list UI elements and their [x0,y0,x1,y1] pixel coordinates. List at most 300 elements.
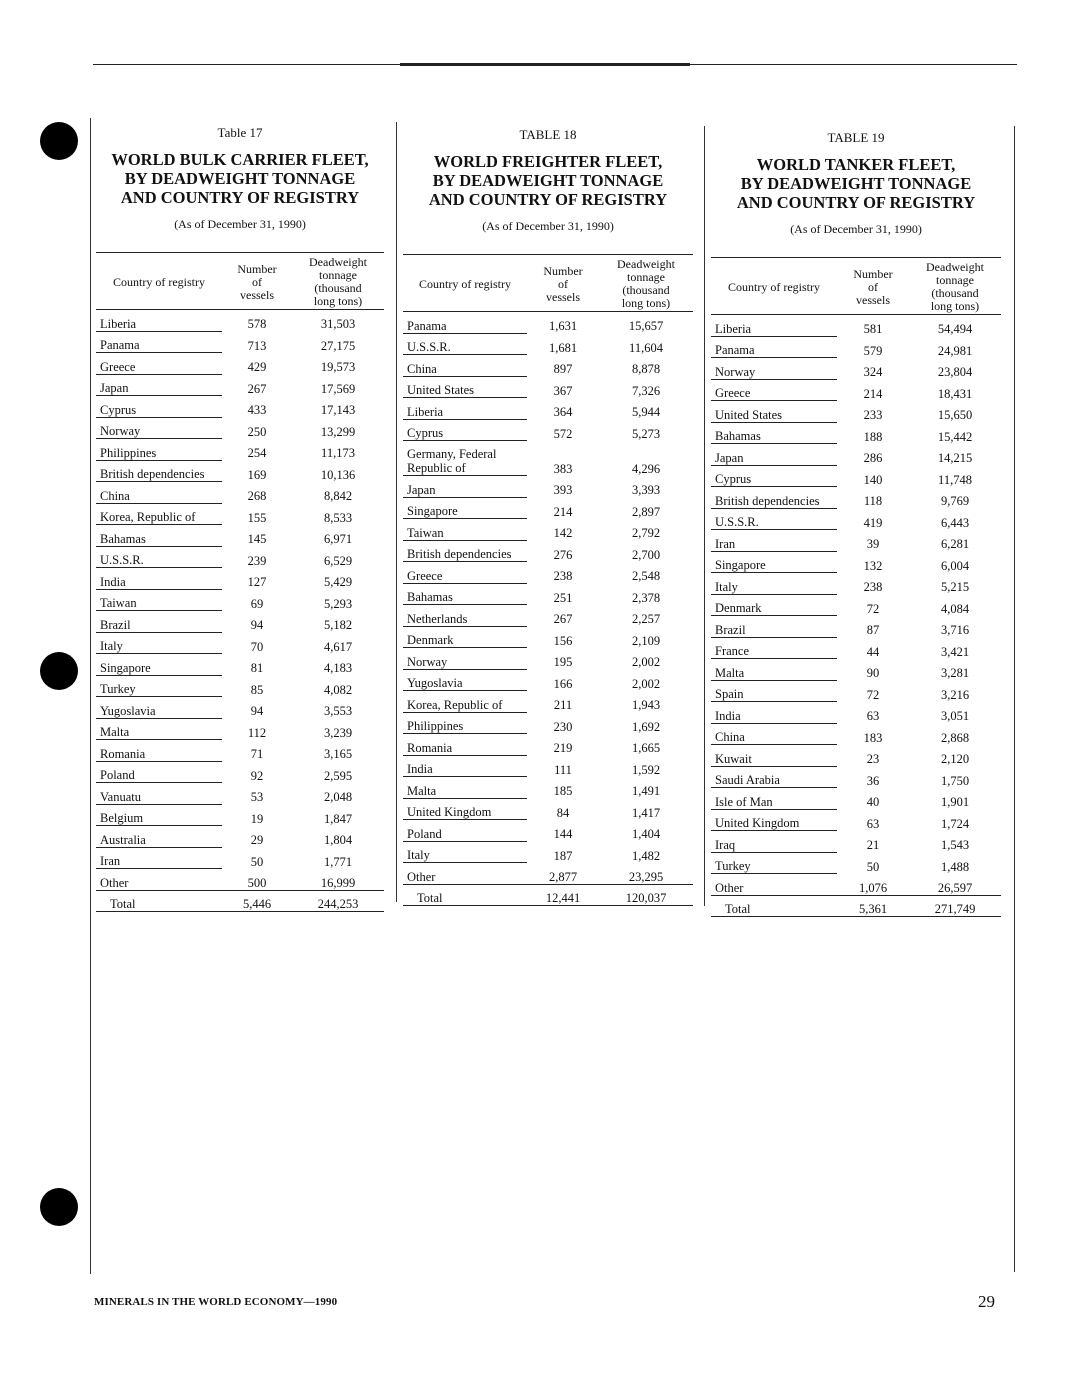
table-row [403,519,693,541]
header-tonnage: Deadweight tonnage (thousand long tons) [926,260,984,313]
table-row [96,611,384,633]
header-vessels: Number of vessels [853,266,893,307]
table-row [96,718,384,740]
country-cell: China [403,355,527,377]
vessels-cell: 219 [553,741,573,755]
country-cell: Poland [403,820,527,842]
table-row [711,336,1001,358]
vessels-cell: 169 [247,467,267,482]
tonnage-cell: 3,553 [323,704,353,718]
table-row [403,777,693,799]
country-cell: Norway [403,648,527,670]
vessels-cell: 211 [553,698,573,712]
vessels-cell: 419 [863,515,883,530]
country-cell: Iran [96,847,222,869]
table-row [96,331,384,353]
country-cell: U.S.S.R. [403,333,527,355]
tonnage-cell: 1,417 [631,805,661,820]
vessels-cell: 144 [553,827,573,841]
country-cell: Italy [96,632,222,654]
country-cell: France [711,637,837,659]
tonnage-cell: 1,901 [940,795,970,809]
table-row [96,826,384,848]
table-row [96,804,384,826]
country-cell: Malta [403,777,527,799]
country-cell: Taiwan [96,589,222,611]
tonnage-cell: 6,443 [940,515,970,530]
tonnage-cell: 1,771 [323,854,353,869]
vessels-cell: 63 [866,816,880,831]
country-cell: Korea, Republic of [96,503,222,525]
table-row [96,503,384,525]
tonnage-cell: 3,216 [940,687,970,702]
table-row [711,465,1001,487]
tonnage-cell: 6,529 [323,553,353,568]
vessels-cell: 132 [863,558,883,573]
tonnage-cell: 5,182 [323,618,353,632]
country-cell: Isle of Man [711,788,837,810]
table-row [403,755,693,777]
country-cell: Malta [711,659,837,681]
tonnage-cell: 2,548 [631,569,661,583]
total-label: Total [711,895,837,917]
country-cell: Japan [403,476,527,498]
tonnage-cell: 9,769 [940,494,970,508]
table-row [403,476,693,498]
tonnage-cell: 1,724 [940,816,970,831]
country-cell: Panama [96,331,222,353]
vessels-cell: 69 [250,596,264,611]
total-tonnage: 271,749 [909,895,1001,917]
table-row [96,783,384,805]
tonnage-cell: 5,429 [323,575,353,589]
vessels-cell: 142 [553,526,573,540]
vessels-cell: 254 [247,446,267,460]
country-cell: Singapore [96,654,222,676]
left-margin-rule [90,118,91,1274]
table-title: WORLD FREIGHTER FLEET, BY DEADWEIGHT TONNAGE AND COUNTRY OF REGISTRY [428,152,668,209]
vessels-cell: 188 [863,429,883,444]
country-cell: Turkey [96,675,222,697]
table-row [403,863,693,885]
country-cell: Bahamas [403,583,527,605]
vessels-cell: 29 [250,833,264,847]
country-cell: Cyprus [403,419,527,441]
country-cell: Other [96,869,222,891]
tonnage-cell: 23,295 [628,869,664,884]
vessels-cell: 1,631 [548,319,578,333]
vessels-cell: 713 [247,338,267,353]
country-cell: Cyprus [96,396,222,418]
tonnage-cell: 54,494 [937,322,973,336]
tonnage-cell: 1,692 [631,719,661,734]
tonnage-cell: 2,257 [631,612,661,626]
vessels-cell: 118 [863,494,883,508]
vessels-cell: 85 [250,682,264,697]
table-row [403,820,693,842]
vessels-cell: 276 [553,547,573,562]
tonnage-cell: 1,750 [940,773,970,788]
header-tonnage: Deadweight tonnage (thousand long tons) [309,255,367,308]
table-row [711,852,1001,874]
table-row [96,654,384,676]
tonnage-cell: 1,488 [940,859,970,874]
vessels-cell: 140 [863,472,883,487]
vessels-cell: 897 [553,362,573,376]
table-row [403,398,693,420]
country-cell: India [711,702,837,724]
table-row [403,419,693,441]
country-cell: British dependencies [711,487,837,509]
table-row [711,874,1001,896]
table-row [403,355,693,377]
vessels-cell: 195 [553,655,573,669]
tonnage-cell: 14,215 [937,451,973,465]
table-17 [96,125,384,912]
tonnage-cell: 6,971 [323,532,353,546]
table-row [96,353,384,375]
total-tonnage: 120,037 [599,884,693,906]
tonnage-cell: 8,842 [323,489,353,503]
tonnage-cell: 1,404 [631,827,661,841]
vessels-cell: 364 [553,405,573,419]
fleet-table [711,257,1001,917]
vessels-cell: 72 [866,601,880,616]
country-cell: China [96,482,222,504]
country-cell: Korea, Republic of [403,691,527,713]
tonnage-cell: 15,657 [628,319,664,333]
table-row [96,374,384,396]
tonnage-cell: 2,048 [323,790,353,804]
country-cell: Bahamas [96,525,222,547]
tonnage-cell: 11,748 [938,472,972,487]
table-row [96,310,384,332]
country-cell: Other [403,863,527,885]
vessels-cell: 238 [863,580,883,594]
vessels-cell: 19 [250,811,264,826]
table-date: (As of December 31, 1990) [482,219,614,233]
tonnage-cell: 4,084 [940,601,970,616]
total-label: Total [96,890,222,912]
tonnage-cell: 7,326 [631,383,661,398]
vessels-cell: 433 [247,403,267,417]
tonnage-cell: 17,569 [320,381,356,396]
tonnage-cell: 2,378 [631,590,661,605]
vessels-cell: 324 [863,365,883,379]
table-row [711,444,1001,466]
table-row [403,312,693,334]
vessels-cell: 90 [866,666,880,680]
vessels-cell: 286 [863,451,883,465]
table-row [711,616,1001,638]
country-cell: Germany, Federal Republic of [403,441,527,476]
tonnage-cell: 1,943 [631,698,661,712]
tonnage-cell: 3,051 [940,709,970,723]
country-cell: Turkey [711,852,837,874]
total-vessels: 5,361 [837,895,909,917]
vessels-cell: 183 [863,730,883,745]
table-row [96,568,384,590]
country-cell: U.S.S.R. [711,508,837,530]
tonnage-cell: 2,002 [631,676,661,691]
vessels-cell: 393 [553,483,573,497]
country-cell: Japan [711,444,837,466]
table-row [711,788,1001,810]
country-cell: Romania [96,740,222,762]
country-cell: Liberia [403,398,527,420]
tonnage-cell: 2,897 [631,504,661,519]
country-cell: Singapore [403,497,527,519]
top-rule-accent [400,63,690,66]
vessels-cell: 50 [250,854,264,869]
tonnage-cell: 3,421 [940,644,970,659]
tonnage-cell: 26,597 [937,880,973,895]
vessels-cell: 92 [250,768,264,783]
table-row [403,605,693,627]
country-cell: Taiwan [403,519,527,541]
table-number: TABLE 19 [827,130,885,145]
tonnage-cell: 8,533 [323,510,353,525]
country-cell: Japan [96,374,222,396]
tonnage-cell: 11,604 [629,340,663,355]
table-date: (As of December 31, 1990) [174,217,306,231]
tonnage-cell: 17,143 [320,403,356,417]
country-cell: Poland [96,761,222,783]
tonnage-cell: 1,543 [940,838,970,852]
vessels-cell: 185 [553,784,573,798]
vessels-cell: 81 [250,661,264,675]
table-row [403,841,693,863]
vessels-cell: 36 [866,773,880,788]
tonnage-cell: 3,165 [323,747,353,761]
table-row [403,798,693,820]
right-margin-rule [1014,126,1015,1272]
country-cell: Bahamas [711,422,837,444]
vessels-cell: 84 [556,805,570,820]
vessels-cell: 23 [866,752,880,766]
total-vessels: 12,441 [527,884,599,906]
country-cell: Italy [711,573,837,595]
table-row [711,831,1001,853]
country-cell: Greece [403,562,527,584]
vessels-cell: 267 [553,612,573,626]
country-cell: Panama [403,312,527,334]
table-row [711,766,1001,788]
table-row [403,540,693,562]
table-row [96,417,384,439]
total-label: Total [403,884,527,906]
vessels-cell: 238 [553,569,573,583]
table-row [403,583,693,605]
table-row [403,626,693,648]
total-vessels: 5,446 [222,890,292,912]
total-row [711,895,1001,917]
vessels-cell: 94 [250,704,264,718]
header-vessels: Number of vessels [543,263,583,304]
vessels-cell: 383 [553,461,573,476]
country-cell: United States [711,401,837,423]
table-row [403,669,693,691]
table-row [96,632,384,654]
table-row [403,376,693,398]
vessels-cell: 63 [866,709,880,723]
vessels-cell: 267 [247,381,267,396]
table-row [96,761,384,783]
table-row [96,869,384,891]
table-row [711,551,1001,573]
tonnage-cell: 6,004 [940,558,970,573]
tonnage-cell: 4,296 [631,461,661,476]
country-cell: United States [403,376,527,398]
tonnage-cell: 1,665 [631,741,661,755]
vessels-cell: 72 [866,687,880,702]
tonnage-cell: 10,136 [320,467,356,482]
table-row [403,441,693,476]
vessels-cell: 214 [863,386,883,401]
table-row [403,333,693,355]
tonnage-cell: 2,109 [631,633,661,648]
total-tonnage: 244,253 [292,890,384,912]
tonnage-cell: 23,804 [937,365,973,379]
table-row [711,508,1001,530]
table-row [96,589,384,611]
vessels-cell: 145 [247,532,267,546]
tonnage-cell: 2,120 [940,752,970,766]
country-cell: Panama [711,336,837,358]
table-row [96,740,384,762]
page-number: 29 [978,1292,995,1311]
tonnage-cell: 5,293 [323,596,353,611]
vessels-cell: 156 [553,633,573,648]
table-header-row [403,255,693,312]
table-18 [403,127,693,906]
vessels-cell: 166 [553,676,573,691]
vessels-cell: 579 [863,343,883,358]
vessels-cell: 21 [866,838,880,852]
country-cell: Greece [96,353,222,375]
country-cell: Netherlands [403,605,527,627]
country-cell: Spain [711,680,837,702]
tonnage-cell: 3,716 [940,623,970,637]
table-row [403,691,693,713]
country-cell: Other [711,874,837,896]
table-row [711,530,1001,552]
table-header-row [96,253,384,310]
table-row [711,723,1001,745]
vessels-cell: 572 [553,426,573,441]
country-cell: Belgium [96,804,222,826]
table-row [403,497,693,519]
tonnage-cell: 2,002 [631,655,661,669]
country-cell: Liberia [711,315,837,337]
vessels-cell: 214 [553,504,573,519]
table-row [403,712,693,734]
total-row [403,884,693,906]
vessels-cell: 268 [247,489,267,503]
column-divider [704,126,705,906]
table-row [96,675,384,697]
tonnage-cell: 19,573 [320,360,356,374]
vessels-cell: 112 [247,725,267,740]
total-row [96,890,384,912]
country-cell: Cyprus [711,465,837,487]
tonnage-cell: 2,700 [631,547,661,562]
country-cell: China [711,723,837,745]
table-row [711,809,1001,831]
tonnage-cell: 4,183 [323,661,353,675]
tonnage-cell: 4,617 [323,639,353,654]
vessels-cell: 429 [247,360,267,374]
vessels-cell: 40 [866,795,880,809]
header-country: Country of registry [419,276,511,291]
country-cell: Yugoslavia [96,697,222,719]
header-country: Country of registry [113,274,205,289]
country-cell: Denmark [403,626,527,648]
vessels-cell: 2,877 [548,869,578,884]
table-row [711,422,1001,444]
fleet-table [96,252,384,912]
country-cell: British dependencies [403,540,527,562]
tonnage-cell: 24,981 [937,343,973,358]
country-cell: Australia [96,826,222,848]
country-cell: United Kingdom [403,798,527,820]
vessels-cell: 367 [553,383,573,398]
tonnage-cell: 8,878 [631,362,661,376]
table-row [711,401,1001,423]
tonnage-cell: 5,944 [631,405,661,419]
country-cell: Italy [403,841,527,863]
vessels-cell: 230 [553,719,573,734]
table-row [403,734,693,756]
vessels-cell: 39 [866,537,880,551]
vessels-cell: 94 [250,618,264,632]
tonnage-cell: 15,650 [937,408,973,422]
table-title: WORLD BULK CARRIER FLEET, BY DEADWEIGHT TONNAGE AND COUNTRY OF REGISTRY [111,150,369,207]
table-title: WORLD TANKER FLEET, BY DEADWEIGHT TONNAGE AND COUNTRY OF REGISTRY [736,155,976,212]
table-row [96,439,384,461]
table-row [711,594,1001,616]
vessels-cell: 578 [247,317,267,331]
tonnage-cell: 15,442 [937,429,973,444]
table-row [96,460,384,482]
table-number: TABLE 18 [519,127,577,142]
table-row [96,697,384,719]
table-row [96,546,384,568]
vessels-cell: 500 [247,875,267,890]
vessels-cell: 50 [866,859,880,874]
vessels-cell: 70 [250,639,264,654]
binder-hole [40,652,78,690]
country-cell: Kuwait [711,745,837,767]
country-cell: British dependencies [96,460,222,482]
binder-hole [40,122,78,160]
tonnage-cell: 4,082 [323,682,353,697]
table-header-row [711,258,1001,315]
country-cell: Brazil [711,616,837,638]
vessels-cell: 239 [247,553,267,568]
vessels-cell: 250 [247,424,267,439]
vessels-cell: 1,681 [548,340,578,355]
country-cell: India [96,568,222,590]
vessels-cell: 251 [553,590,573,605]
country-cell: Brazil [96,611,222,633]
tonnage-cell: 31,503 [320,317,356,331]
table-row [96,525,384,547]
table-row [711,745,1001,767]
country-cell: Yugoslavia [403,669,527,691]
country-cell: Iraq [711,831,837,853]
tonnage-cell: 1,804 [323,833,353,847]
